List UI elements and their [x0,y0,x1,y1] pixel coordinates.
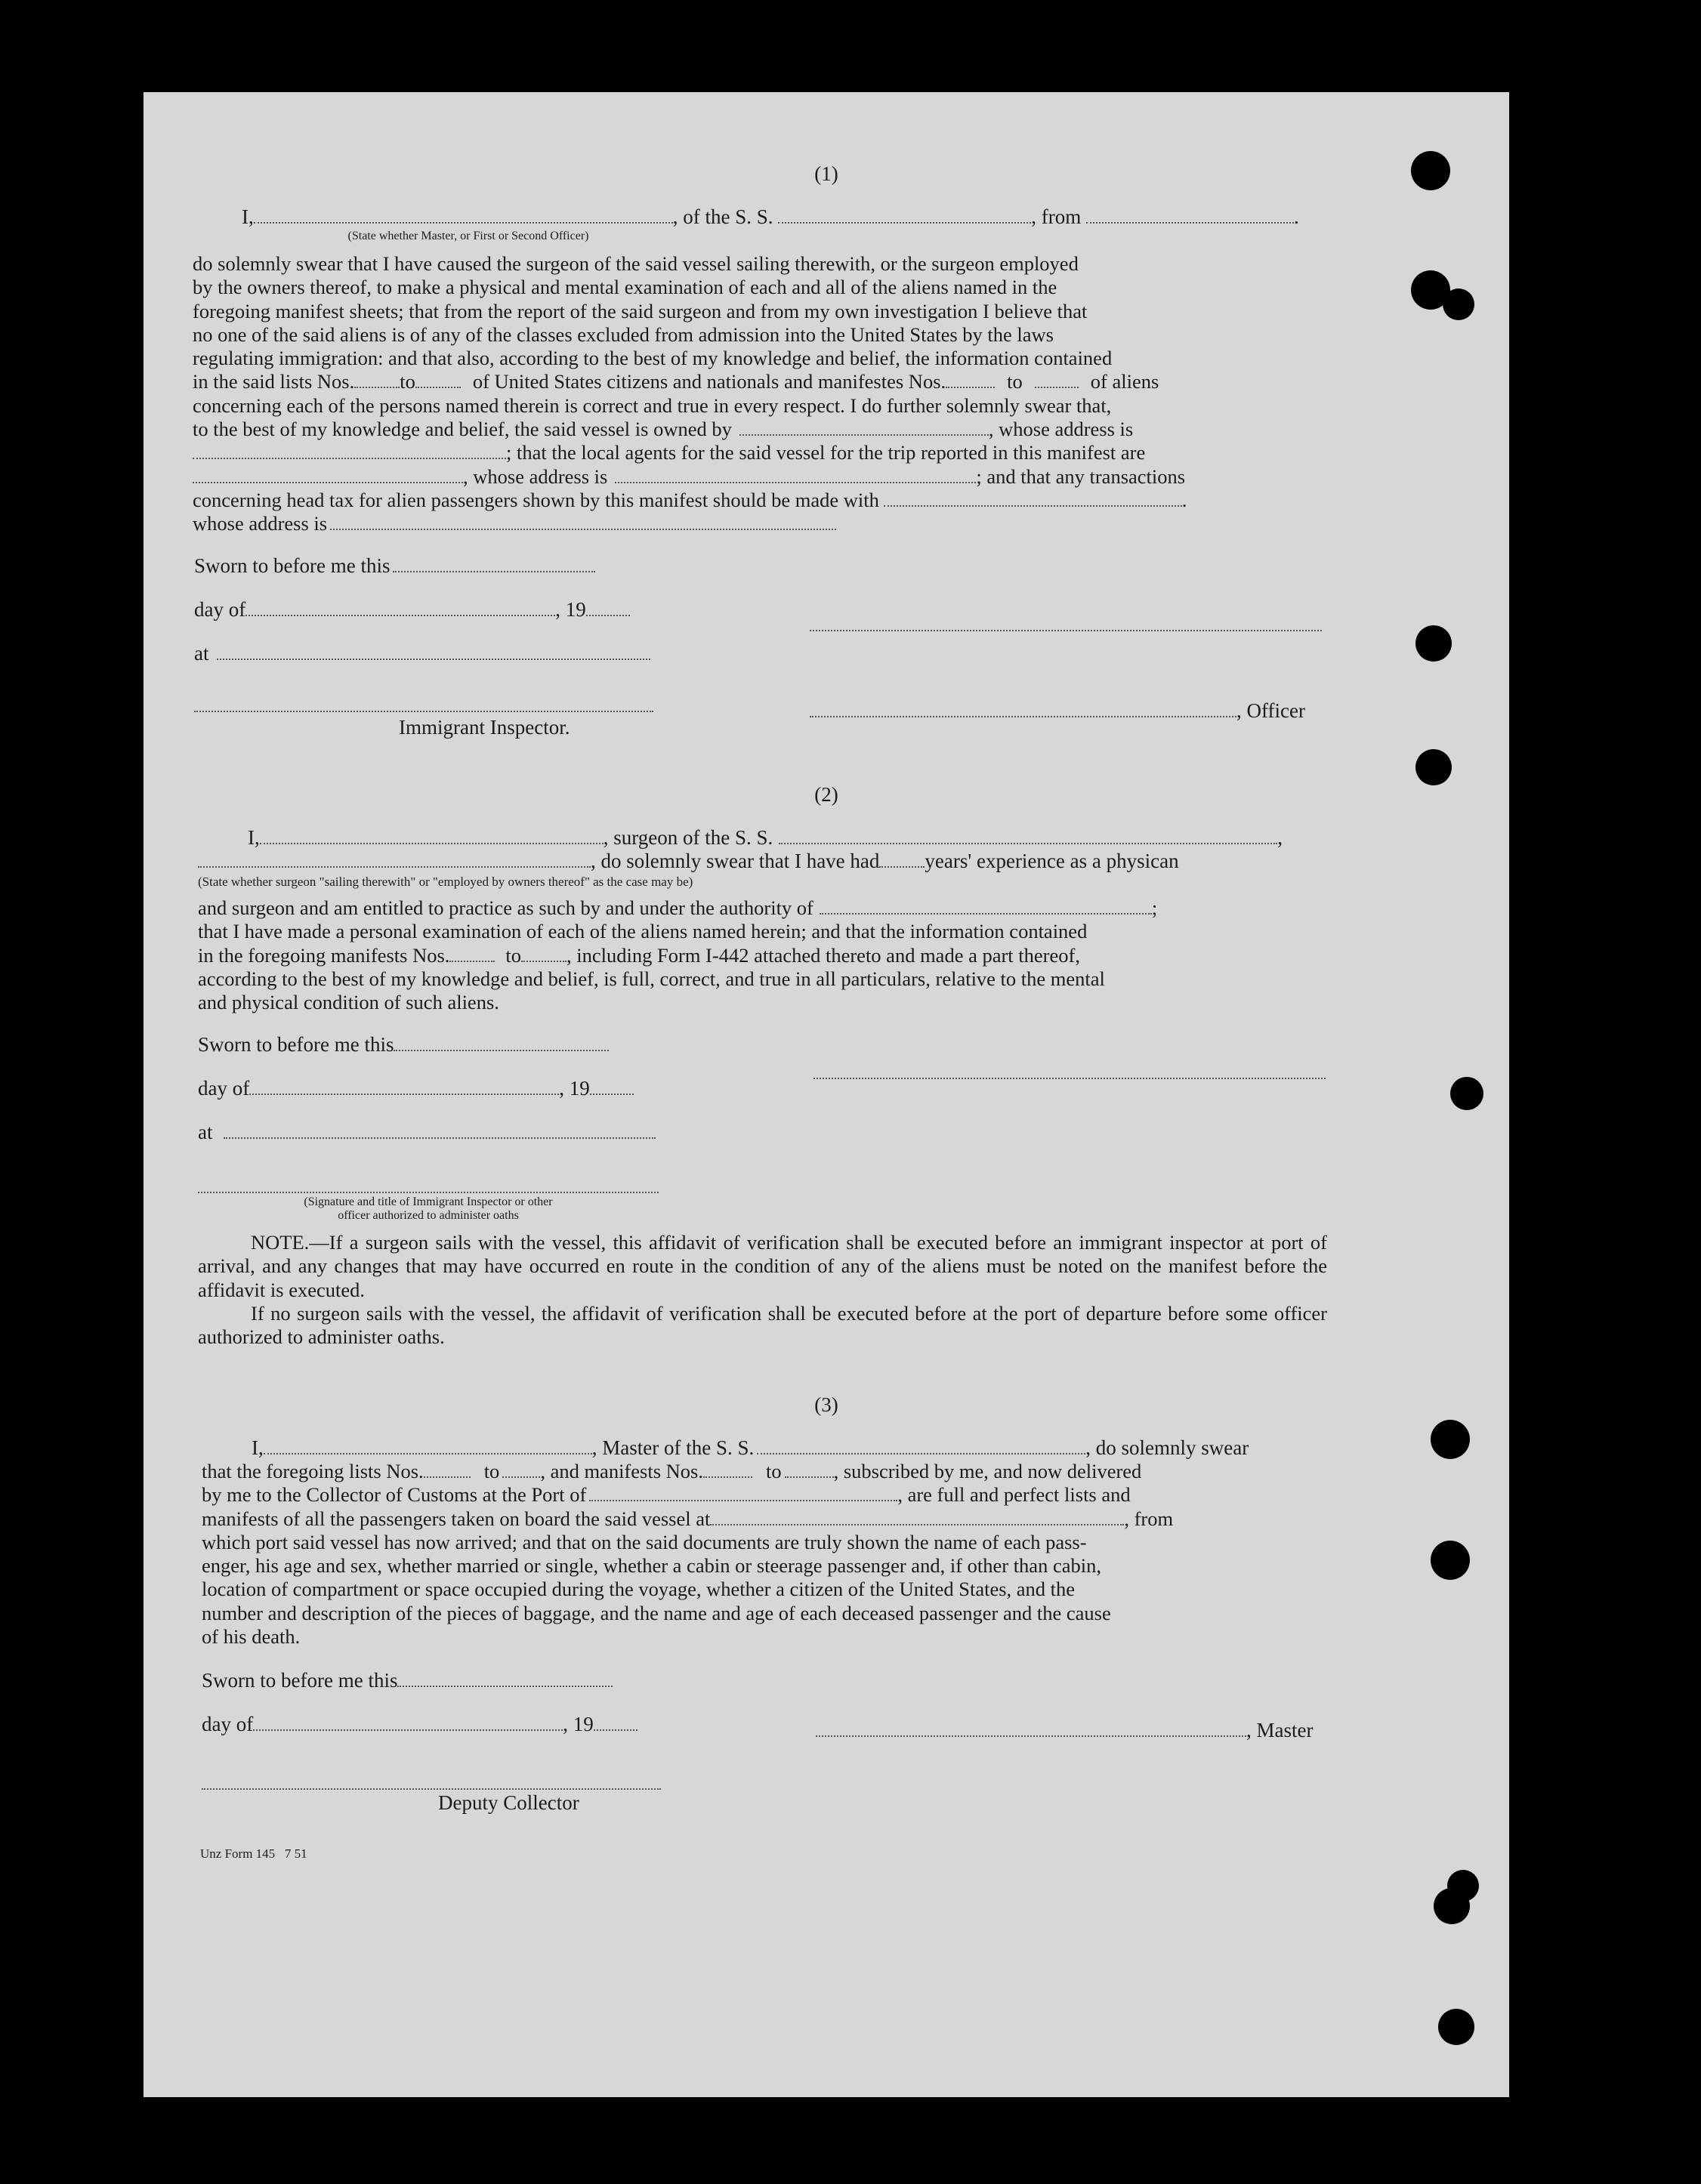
s3-master-signature-field[interactable] [816,1719,1246,1737]
local-agents-field[interactable] [193,465,463,483]
s2-day: day of , 19 [198,1077,634,1100]
s3-manifest-to-field[interactable] [785,1460,834,1478]
s1-day: day of , 19 [194,598,630,622]
surgeon-name-field[interactable] [260,826,604,844]
punch-hole [1415,749,1452,785]
s3-vessel-field[interactable] [757,1436,1085,1454]
s2-year-field[interactable] [590,1077,634,1095]
s3-manifest-from-field[interactable] [703,1460,752,1478]
punch-hole [1450,1077,1483,1110]
owner-field[interactable] [739,418,989,436]
s3-list-to-field[interactable] [502,1460,540,1478]
s1-day-field[interactable] [245,598,555,616]
collector-port-field[interactable] [589,1483,897,1501]
s2-signature-caption: (Signature and title of Immigrant Inspector or other officer authorized to administer oaths [304,1195,553,1222]
vessel-name-field[interactable] [778,205,1031,224]
s2-body: and surgeon and am entitled to practice as such by and under the authority of ; that I have made a personal examination of each of the aliens named herein; and that the information contained in the foregoing manifests Nos. to , including Form I-442 attached thereto and made a part thereof, according to the best of my knowledge and belief, is full, correct, and true in all particulars, relative to the mental and physical condition of such aliens. [198,896,1158,1014]
s2-at: at [198,1121,656,1144]
punch-hole [1438,2009,1474,2045]
years-experience-field[interactable] [879,850,925,868]
s2-manifest-to-field[interactable] [521,944,566,962]
s2-at-field[interactable] [224,1121,656,1139]
s1-officer-name-field[interactable] [810,699,1236,717]
s3-sworn: Sworn to before me this [202,1669,613,1692]
section-3-number: (3) [814,1393,838,1416]
s2-manifest-from-field[interactable] [449,944,495,962]
s1-inspector-signature-line[interactable] [194,711,653,712]
punch-hole [1431,1541,1470,1580]
s2-sworn-field[interactable] [394,1033,609,1051]
s3-day-field[interactable] [253,1713,563,1731]
from-port-field[interactable] [1086,205,1294,224]
s1-body: do solemnly swear that I have caused the surgeon of the said vessel sailing therewith, or the surgeon employed by the owners thereof, to make a physical and mental examination of each and all of the aliens named in the foregoing manifest sheets; that from the report of the said surgeon and from my own investigation I believe that no one of the said aliens is of any of the classes excluded from admission into the United States by the laws regulating immigration: and that also, according to the best of my knowledge and belief, the information contained in the said lists Nos. to of United States citizens and nationals and manifestes Nos. to of aliens concerning each of the persons named therein is correct and true in every respect. I do further solemnly swear that, to the best of my knowledge and belief, the said vessel is owned by , whose address is ; that the local agents for the said vessel for the trip reported in this manifest are , whose address is ; and that any transactions concerning head tax for alien passengers shown by this manifest should be made with . whose address is [193,252,1187,535]
s2-sworn: Sworn to before me this [198,1033,609,1057]
s2-day-field[interactable] [249,1077,559,1095]
s1-at: at [194,642,650,665]
rank-field[interactable] [254,205,673,224]
s1-sworn-field[interactable] [393,554,595,572]
s1-officer-signature-line[interactable] [810,630,1322,631]
s3-body: that the foregoing lists Nos. to , and manifests Nos. to , subscribed by me, and now delivered by me to the Collector of Customs at the Port of , are full and perfect lists and manifests of all the passengers taken on board the said vessel at , from which port said vessel has now arrived; and that on the said documents are truly shown the name of each pass- enger, his age and sex, whether married or single, whether a cabin or steerage passenger and, if other than cabin, location of compartment or space occupied during the voyage, whether a citizen of the United States, and the number and description of the pieces of baggage, and the name and age of each deceased passenger and the cause of his death. [202,1460,1174,1649]
alien-manifest-to-field[interactable] [1035,370,1079,388]
punch-hole [1415,625,1452,662]
s2-line-2: , do solemnly swear that I have had years' experience as a physican [198,850,1179,873]
head-tax-contact-field[interactable] [884,489,1182,507]
s1-year-field[interactable] [586,598,630,616]
s3-sworn-field[interactable] [397,1669,613,1687]
s2-surgeon-signature-line[interactable] [813,1078,1326,1079]
surgeon-status-field[interactable] [198,850,591,868]
s1-inspector-label: Immigrant Inspector. [399,716,570,739]
note: NOTE.—If a surgeon sails with the vessel, this affidavit of verification shall be executed before an immigrant inspector at port of arrival, and any changes that may have occurred en route in the condition of any of the aliens must be noted on the manifest before the affidavit is executed. If no surgeon sails with the vessel, the affidavit of verification shall be executed before at the port of departure before some officer authorized to administer oaths. [198,1231,1327,1349]
alien-manifest-from-field[interactable] [946,370,995,388]
s3-day: day of , 19 [202,1713,637,1736]
s3-deputy-label: Deputy Collector [438,1791,579,1814]
owner-address-field[interactable] [193,441,506,459]
punch-hole [1443,288,1474,320]
rank-caption: (State whether Master, or First or Second Officer) [347,230,589,242]
s3-list-from-field[interactable] [424,1460,471,1478]
master-name-field[interactable] [264,1436,592,1454]
head-tax-address-field[interactable] [330,512,836,530]
s1-sworn: Sworn to before me this [194,554,595,578]
section-1-number: (1) [814,162,838,185]
s1-at-field[interactable] [217,642,650,660]
s2-inspector-signature-line[interactable] [198,1192,659,1193]
punch-hole [1434,1888,1470,1924]
s3-deputy-signature-line[interactable] [202,1788,661,1790]
authority-field[interactable] [820,896,1152,915]
agents-address-field[interactable] [615,465,976,483]
form-id: Unz Form 145 7 51 [200,1846,307,1861]
boarding-port-field[interactable] [710,1507,1124,1525]
s3-year-field[interactable] [594,1713,637,1731]
s2-vessel-field[interactable] [779,826,1277,844]
s3-line-1: I, , Master of the S. S. , do solemnly swear [252,1436,1249,1459]
s1-line-1: I, , of the S. S. , from . [242,205,1299,228]
citizen-list-from-field[interactable] [354,370,400,388]
section-2-number: (2) [814,783,838,806]
surgeon-caption: (State whether surgeon "sailing therewith" or "employed by owners thereof" as the case may be) [198,875,693,889]
citizen-list-to-field[interactable] [415,370,461,388]
s2-line-1: I, , surgeon of the S. S. , [248,826,1283,849]
s1-officer-line: , Officer [810,699,1305,723]
punch-hole [1431,1420,1470,1459]
s3-master-line: , Master [816,1719,1313,1742]
